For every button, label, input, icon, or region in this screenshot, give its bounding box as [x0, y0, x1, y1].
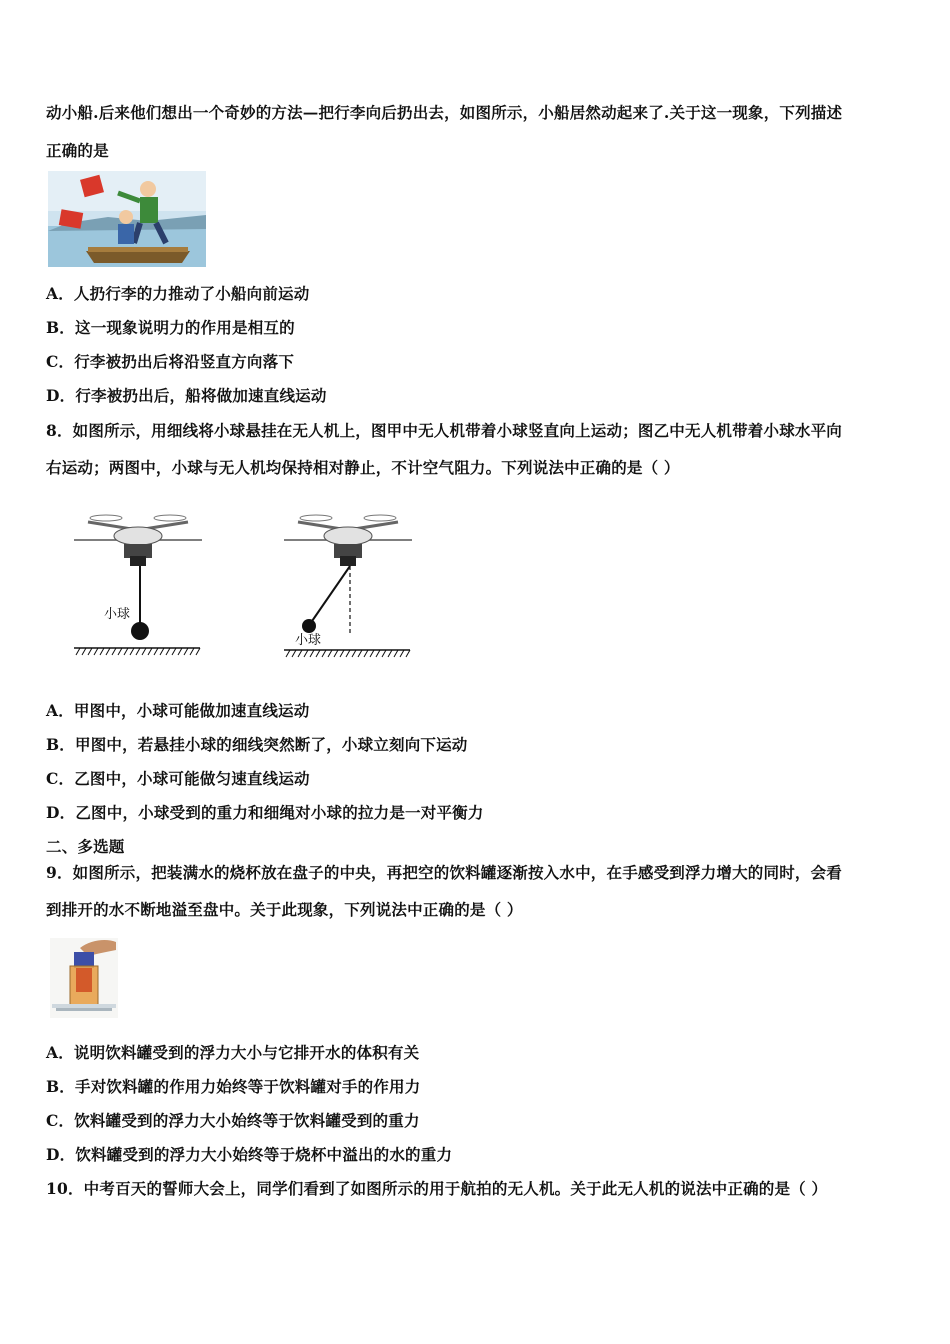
q8-option-a: A．甲图中，小球可能做加速直线运动 [46, 701, 310, 720]
q7-stem-line2: 正确的是 [46, 141, 109, 160]
q8-option-b: B．甲图中，若悬挂小球的细线突然断了，小球立刻向下运动 [46, 735, 468, 754]
section-title: 二、多选题 [46, 837, 125, 856]
q7-stem-line1: 动小船.后来他们想出一个奇妙的方法—把行李向后扔出去，如图所示，小船居然动起来了.关于这一现象，下列描述 [46, 103, 843, 122]
q7-option-b: B．这一现象说明力的作用是相互的 [46, 318, 295, 337]
q8-option-d: D．乙图中，小球受到的重力和细绳对小球的拉力是一对平衡力 [46, 803, 484, 822]
q8-ball-label-b: 小球 [295, 633, 322, 648]
q9-stem-line2: 到排开的水不断地溢至盘中。关于此现象，下列说法中正确的是（ ） [46, 900, 523, 919]
q8-option-c: C．乙图中，小球可能做匀速直线运动 [46, 769, 310, 788]
q7-option-c: C．行李被扔出后将沿竖直方向落下 [46, 352, 295, 371]
q9-option-a: A．说明饮料罐受到的浮力大小与它排开水的体积有关 [46, 1043, 420, 1062]
q8-stem-line1: 8．如图所示，用细线将小球悬挂在无人机上，图甲中无人机带着小球竖直向上运动；图乙中无人机带着小球水平向 [46, 421, 842, 440]
q9-option-c: C．饮料罐受到的浮力大小始终等于饮料罐受到的重力 [46, 1111, 420, 1130]
q9-beaker-photo [50, 938, 118, 1018]
drone-a-icon [74, 515, 202, 655]
q9-stem-line1: 9．如图所示，把装满水的烧杯放在盘子的中央，再把空的饮料罐逐渐按入水中，在手感受到浮力增大的同时，会看 [46, 863, 842, 882]
q7-boat-illustration [48, 171, 206, 267]
q7-option-a: A．人扔行李的力推动了小船向前运动 [46, 284, 310, 303]
q7-option-d: D．行李被扔出后，船将做加速直线运动 [46, 386, 327, 405]
q10-stem-line1: 10．中考百天的誓师大会上，同学们看到了如图所示的用于航拍的无人机。关于此无人机的说法中正确的是（ ） [46, 1179, 828, 1198]
q9-option-d: D．饮料罐受到的浮力大小始终等于烧杯中溢出的水的重力 [46, 1145, 453, 1164]
q8-stem-line2: 右运动；两图中，小球与无人机均保持相对静止，不计空气阻力。下列说法中正确的是（ ） [46, 458, 680, 477]
q8-ball-label-a: 小球 [104, 607, 131, 622]
q9-option-b: B．手对饮料罐的作用力始终等于饮料罐对手的作用力 [46, 1077, 421, 1096]
q8-drone-figures [66, 500, 426, 670]
